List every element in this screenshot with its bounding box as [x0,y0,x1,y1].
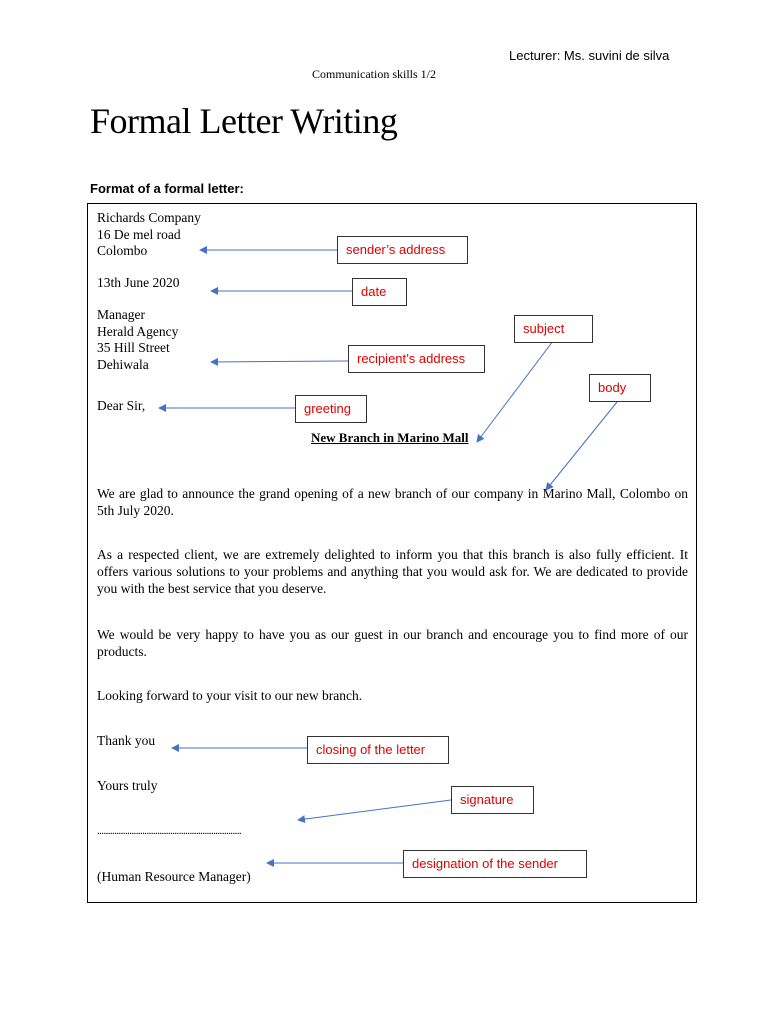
label-recipients-address: recipient’s address [348,345,485,373]
label-signature: signature [451,786,534,814]
body-paragraph: We are glad to announce the grand opening of a new branch of our company in Marino Mall, Colombo on 5th July 2020. [97,486,688,518]
letter-subject: New Branch in Marino Mall [311,430,469,445]
sender-line: Richards Company [97,210,201,225]
letter-greeting: Dear Sir, [97,398,146,413]
label-designation: designation of the sender [403,850,587,878]
body-paragraph: Looking forward to your visit to our new branch. [97,688,363,703]
letter-date: 13th June 2020 [97,275,180,290]
label-subject: subject [514,315,593,343]
arrow-signature [298,800,451,820]
arrow-body [546,402,617,490]
sender-designation: (Human Resource Manager) [97,869,251,884]
body-paragraph: As a respected client, we are extremely delighted to inform you that this branch is also fully efficient. It offers various solutions to your problems and anything that you would ask for. We are dedicated to provide you with the best service that you deserve. [97,547,688,596]
signature-line: ................................................................... [97,825,242,837]
page-title: Formal Letter Writing [90,101,398,141]
label-body: body [589,374,651,402]
recipient-line: 35 Hill Street [97,340,170,355]
course-name: Communication skills 1/2 [312,67,437,81]
arrow-subject [477,341,553,442]
label-senders-address: sender’s address [337,236,468,264]
recipient-line: Dehiwala [97,356,149,372]
label-closing: closing of the letter [307,736,449,764]
sender-line: 16 De mel road [97,226,181,242]
label-greeting: greeting [295,395,367,423]
recipient-line: Manager [97,307,145,322]
section-heading: Format of a formal letter: [90,181,244,196]
body-paragraph: We would be very happy to have you as our guest in our branch and encourage you to find more of our products. [97,627,688,659]
sender-line: Colombo [97,243,148,258]
arrow-recipients-address [211,361,348,362]
lecturer-name: Lecturer: Ms. suvini de silva [509,48,670,63]
letter-closing: Thank you [97,733,156,748]
label-date: date [352,278,407,306]
letter-sign-off: Yours truly [97,778,158,793]
recipient-line: Herald Agency [97,323,179,339]
